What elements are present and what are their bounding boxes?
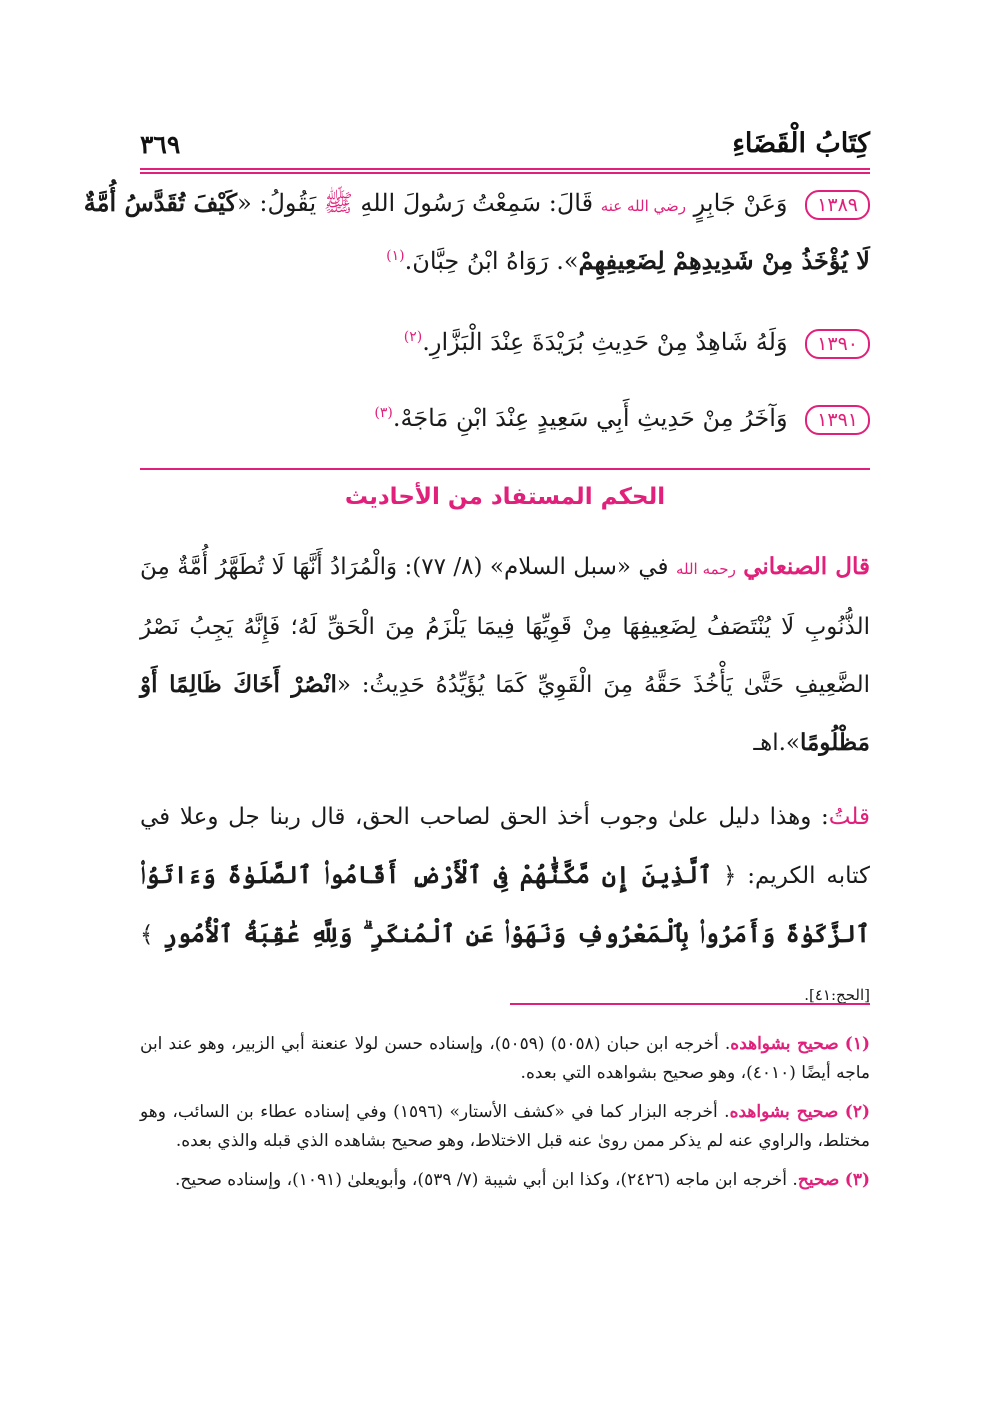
footnote-1 bbox=[140, 1030, 870, 1088]
header-rule bbox=[140, 168, 870, 174]
footnote-ref: (١) bbox=[386, 248, 405, 264]
footnote-ref: (٣) bbox=[374, 405, 393, 421]
footnote-text: . أخرجه البزار كما في «كشف الأستار» (١٥٩٦) وفي إسناده عطاء بن السائب، وهو مختلط، والراوي عنه لم يذكر ممن روىٰ عنه قبل الاختلاط، وهو صحيح بشاهده الذي قبله والذي بعده. bbox=[140, 1102, 870, 1151]
hadith-text: وَآخَرُ مِنْ حَدِيثِ أَبِي سَعِيدٍ عِنْدَ ابْنِ مَاجَهْ. bbox=[392, 404, 788, 432]
hadith-1391 bbox=[140, 404, 870, 450]
hadith-1389-line-1 bbox=[83, 188, 870, 234]
quran-verse: ٱلَّذِينَ إِن مَّكَّنَّٰهُمْ فِى ٱلْأَرْضِ أَقَامُوا۟ ٱلصَّلَوٰةَ وَءَاتَوُا۟ ٱلزَّكَوٰةَ وَأَمَرُوا۟ بِٱلْمَعْرُوفِ وَنَهَوْا۟ عَنِ ٱلْمُنكَرِ ۗ وَلِلَّهِ عَٰقِبَةُ ٱلْأُمُورِ bbox=[140, 860, 871, 948]
quoted-hadith: انْصُرْ أَخَاكَ ظَالِمًا أَوْ مَظْلُومًا bbox=[140, 671, 870, 756]
footnote-2 bbox=[140, 1098, 870, 1156]
salutation: ﷺ bbox=[323, 189, 353, 217]
footnote-number: (٣) bbox=[844, 1170, 870, 1190]
hadith-text: قَالَ: سَمِعْتُ رَسُولَ اللهِ bbox=[360, 189, 594, 217]
footnote-grade: صحيح بشواهده bbox=[729, 1102, 839, 1122]
hadith-number: ١٣٩٠ bbox=[805, 329, 870, 359]
note-paragraph bbox=[140, 788, 870, 1024]
commentary-end: ».اهـ bbox=[753, 730, 800, 756]
footnote-number: (١) bbox=[844, 1034, 870, 1054]
quran-bracket: ﴾ bbox=[140, 922, 154, 948]
hadith-number: ١٣٩١ bbox=[805, 405, 870, 435]
section-rule bbox=[140, 468, 870, 470]
commentary-author: قال الصنعاني bbox=[743, 553, 871, 580]
footnote-grade: صحيح bbox=[797, 1170, 840, 1190]
commentary-text: في «سبل السلام» (٨/ ٧٧): وَالْمُرَادُ أَنَّهَا لَا تُطَهَّرُ أُمَّةٌ مِنَ الذُّنُوبِ لَا يُنْتَصَفُ لِضَعِيفِهَا مِنْ قَوِيِّهَا فِيمَا يَلْزَمُ مِنَ الْحَقِّ لَهُ؛ فَإِنَّهُ يَجِبُ نَصْرُ الضَّعِيفِ حَتَّىٰ يَأْخُذَ حَقَّهُ مِنَ الْقَوِيِّ كَمَا يُؤَيِّدُهُ حَدِيثُ: « bbox=[140, 554, 870, 698]
honorific: رحمه الله bbox=[675, 560, 736, 578]
hadith-text: ». رَوَاهُ ابْنُ حِبَّانَ. bbox=[404, 247, 579, 275]
footnote-rule bbox=[510, 1003, 870, 1005]
hadith-1390 bbox=[140, 328, 870, 374]
commentary-paragraph bbox=[140, 538, 870, 772]
hadith-text: يَقُولُ: « bbox=[237, 189, 317, 217]
hadith-matn: لَا يُؤْخَذُ مِنْ شَدِيدِهِمْ لِضَعِيفِهِمْ bbox=[578, 246, 870, 275]
hadith-text: وَعَنْ جَابِرٍ bbox=[693, 189, 788, 217]
hadith-number: ١٣٨٩ bbox=[805, 190, 870, 220]
book-title: كِتَابُ الْقَضَاءِ bbox=[732, 128, 870, 159]
honorific: رضي الله عنه bbox=[600, 197, 686, 215]
hadith-matn: كَيْفَ تُقَدَّسُ أُمَّةٌ bbox=[83, 188, 238, 217]
page-number: ٣٦٩ bbox=[140, 130, 181, 159]
footnote-number: (٢) bbox=[844, 1102, 870, 1122]
footnotes bbox=[140, 1030, 870, 1205]
hadith-1389-line-2 bbox=[140, 246, 870, 292]
section-title: الحكم المستفاد من الأحاديث bbox=[344, 484, 666, 510]
footnote-ref: (٢) bbox=[403, 329, 423, 345]
page-header bbox=[140, 128, 870, 164]
note-text: : وهذا دليل علىٰ وجوب أخذ الحق لصاحب الحق، قال ربنا جل وعلا في كتابه الكريم: ﴿ bbox=[140, 804, 870, 889]
surah-ref: [الحج:٤١]. bbox=[804, 986, 870, 1004]
footnote-text: . أخرجه ابن حبان (٥٠٥٨) (٥٠٥٩)، وإسناده حسن لولا عنعنة أبي الزبير، وهو عند ابن ماجه أيضًا (٤٠١٠)، وهو صحيح بشواهده التي بعده. bbox=[140, 1034, 870, 1083]
footnote-3 bbox=[140, 1166, 870, 1195]
footnote-grade: صحيح بشواهده bbox=[730, 1034, 839, 1054]
note-label: قلتُ bbox=[828, 804, 870, 830]
footnote-text: . أخرجه ابن ماجه (٢٤٢٦)، وكذا ابن أبي شيبة (٧/ ٥٣٩)، وأبويعلىٰ (١٠٩١)، وإسناده صحيح. bbox=[174, 1170, 798, 1190]
hadith-text: وَلَهُ شَاهِدٌ مِنْ حَدِيثِ بُرَيْدَةَ عِنْدَ الْبَزَّارِ. bbox=[422, 328, 788, 356]
